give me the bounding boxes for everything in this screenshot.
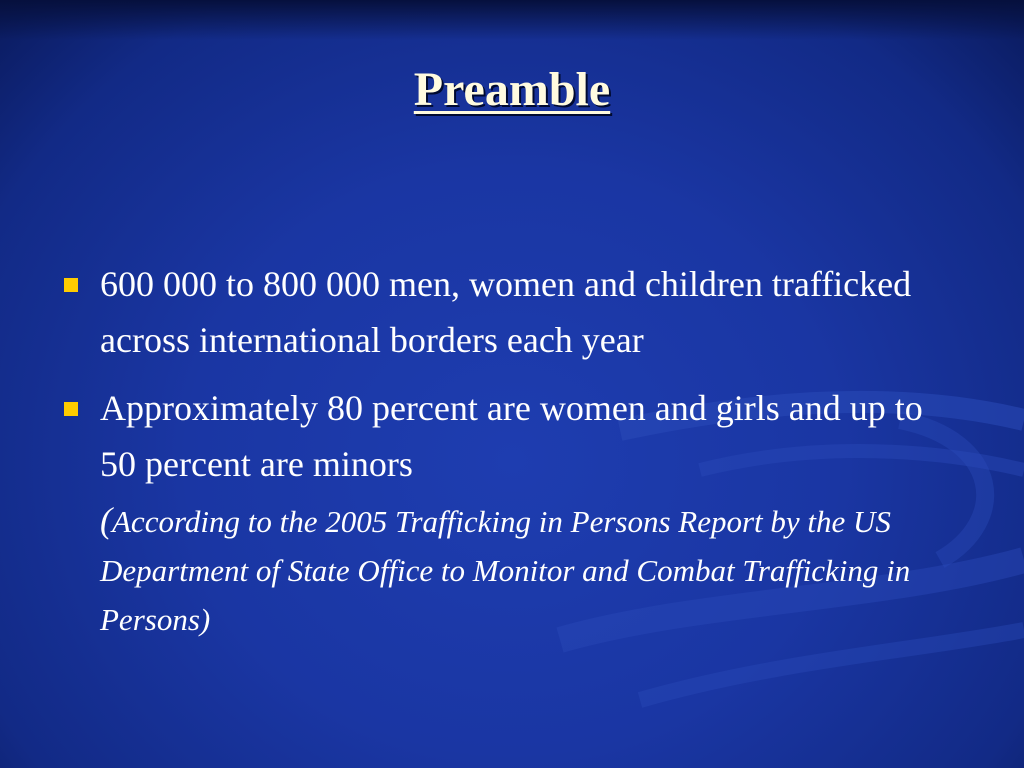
- square-bullet-icon: [64, 402, 78, 416]
- citation-note: [100, 496, 980, 644]
- square-bullet-icon: [64, 278, 78, 292]
- bullet-text: 600 000 to 800 000 men, women and children trafficked across international borders each year: [100, 264, 912, 360]
- citation-open-paren: (: [100, 500, 112, 540]
- bullet-text: Approximately 80 percent are women and girls and up to 50 percent are minors: [100, 388, 923, 484]
- bullet-list: [62, 256, 962, 504]
- citation-text: According to the 2005 Trafficking in Persons Report by the US Department of State Office to Monitor and Combat Trafficking in Persons): [100, 504, 911, 637]
- bullet-item: [62, 380, 962, 492]
- slide-title: Preamble: [413, 63, 611, 116]
- bullet-item: [62, 256, 962, 368]
